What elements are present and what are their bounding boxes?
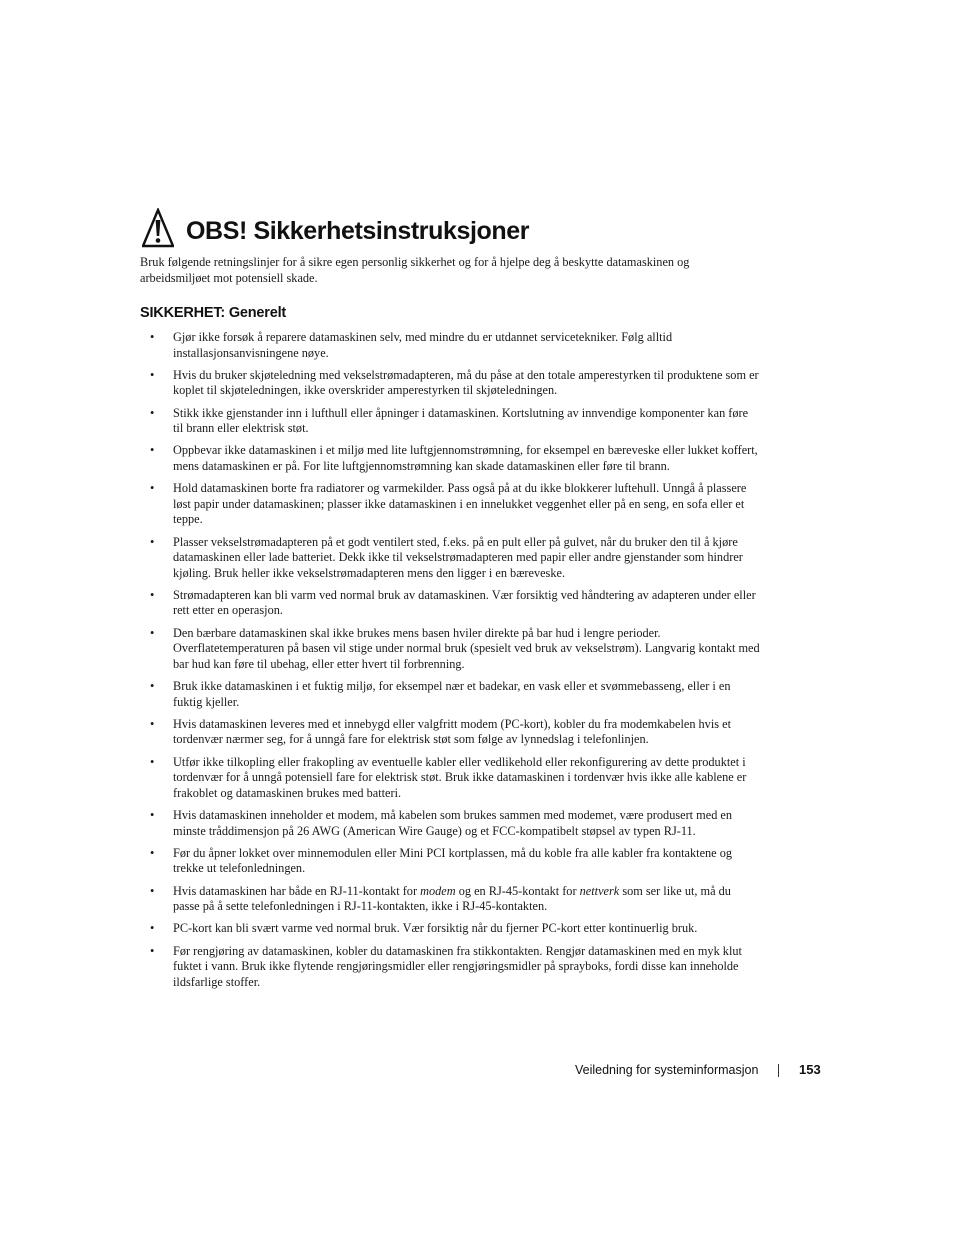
bullet-marker: • xyxy=(150,883,155,898)
list-item xyxy=(140,588,760,619)
list-item-text: Hold datamaskinen borte fra radiatorer og varmekilder. Pass også på at du ikke blokkerer luftehull. Unngå å plassere løst papir under datamaskinen; plasser ikke datamaskinen i en innelukket veggenhet eller på en seng, en sofa eller et teppe. xyxy=(173,481,747,527)
list-item-text: Plasser vekselstrømadapteren på et godt ventilert sted, f.eks. på en pult eller på gulvet, når du bruker den til å kjøre datamaskinen eller lade batteriet. Dekk ikke til vekselstrømadapteren med papir eller andre gjenstander som hindrer kjøling. Bruk heller ikke vekselstrømadapteren mens den ligger i en bæreveske. xyxy=(173,534,743,580)
bullet-marker: • xyxy=(150,845,155,860)
bullet-marker: • xyxy=(150,534,155,549)
list-item-text: Den bærbare datamaskinen skal ikke brukes mens basen hviler direkte på bar hud i lengre perioder. Overflatetemperaturen på basen vil stige under normal bruk (spesielt ved bruk av vekselstrøm). Langvarig kontakt med bar hud kan føre til ubehag, eller etter hvert til forbrenning. xyxy=(173,625,760,671)
bullet-marker: • xyxy=(150,405,155,420)
list-item-text: Stikk ikke gjenstander inn i lufthull eller åpninger i datamaskinen. Kortslutning av innvendige komponenter kan føre til brann eller elektrisk støt. xyxy=(173,405,749,436)
page-title: OBS! Sikkerhetsinstruksjoner xyxy=(186,217,530,245)
bullet-marker: • xyxy=(150,443,155,458)
bullet-marker: • xyxy=(150,921,155,936)
list-item xyxy=(140,755,760,802)
list-item-text: PC-kort kan bli svært varme ved normal bruk. Vær forsiktig når du fjerner PC-kort etter kontinuerlig bruk. xyxy=(173,921,698,936)
list-item-text: Hvis datamaskinen leveres med et innebygd eller valgfritt modem (PC-kort), kobler du fra modemkabelen hvis et tordenvær nærmer seg, for å unngå fare for elektrisk støt som følge av lynnedslag i telefonlinjen. xyxy=(173,716,731,747)
list-item xyxy=(140,944,760,991)
bullet-marker: • xyxy=(150,367,155,382)
page-number: 153 xyxy=(799,1062,821,1077)
page-footer xyxy=(572,1060,832,1080)
list-item xyxy=(140,626,760,673)
bullet-marker: • xyxy=(150,716,155,731)
page-header xyxy=(142,208,782,252)
list-item-text: Oppbevar ikke datamaskinen i et miljø med lite luftgjennomstrømning, for eksempel en bæreveske eller lukket koffert, mens datamaskinen er på. For lite luftgjennomstrømning kan skade datamaskinen eller føre til brann. xyxy=(173,443,758,473)
bullet-marker: • xyxy=(150,481,155,496)
list-item-text: Hvis datamaskinen inneholder et modem, må kabelen som brukes sammen med modemet, være produsert med en minste tråddimensjon på 26 AWG (American Wire Gauge) og et FCC-kompatibelt støpsel av typen RJ-11. xyxy=(173,807,733,838)
warning-triangle-icon xyxy=(142,208,174,248)
footer-separator xyxy=(778,1064,779,1077)
list-item xyxy=(140,406,760,437)
list-item-text: Utfør ikke tilkopling eller frakopling av eventuelle kabler eller vedlikehold eller rekonfigurering av dette produktet i tordenvær for å unngå potensiell fare for elektrisk støt. Bruk ikke datamaskinen i tordenvær hvis ikke alle kablene er frakoblet og datamaskinen brukes med batteri. xyxy=(173,754,747,800)
list-item-text: Før rengjøring av datamaskinen, kobler du datamaskinen fra stikkontakten. Rengjør datamaskinen med en myk klut fuktet i vann. Bruk ikke flytende rengjøringsmidler eller rengjøringsmidler på sprayboks, fordi disse kan inneholde ildsfarlige stoffer. xyxy=(173,943,742,989)
list-item xyxy=(140,443,760,474)
list-item-text: Før du åpner lokket over minnemodulen eller Mini PCI kortplassen, må du koble fra alle kabler fra kontaktene og trekke ut telefonledningen. xyxy=(173,845,733,876)
list-item xyxy=(140,808,760,839)
bullet-marker: • xyxy=(150,807,155,822)
bullet-marker: • xyxy=(150,330,155,344)
bullet-marker: • xyxy=(150,679,155,694)
section-heading: SIKKERHET: Generelt xyxy=(140,305,287,321)
bullet-marker: • xyxy=(150,943,155,958)
list-item-text: Gjør ikke forsøk å reparere datamaskinen selv, med mindre du er utdannet servicetekniker. Følg alltid installasjonsanvisningene nøye. xyxy=(173,330,673,360)
list-item xyxy=(140,846,760,877)
list-item xyxy=(140,535,760,582)
list-item xyxy=(140,679,760,710)
footer-document-title: Veiledning for systeminformasjon xyxy=(575,1063,759,1077)
list-item-text: Hvis du bruker skjøteledning med vekselstrømadapteren, må du påse at den totale amperestyrken til produktene som er koplet til skjøteledningen, ikke overskrider amperestyrken til skjøteledningen. xyxy=(173,367,759,398)
intro-paragraph: Bruk følgende retningslinjer for å sikre egen personlig sikkerhet og for å hjelpe deg å beskytte datamaskinen og arbeidsmiljøet mot potensiell skade. xyxy=(140,255,690,285)
bullet-marker: • xyxy=(150,587,155,602)
list-item-text: Bruk ikke datamaskinen i et fuktig miljø, for eksempel nær et badekar, en vask eller et svømmebasseng, eller i en fuktig kjeller. xyxy=(173,679,731,709)
bullet-marker: • xyxy=(150,625,155,640)
safety-instructions-list xyxy=(140,330,760,997)
list-item xyxy=(140,330,760,361)
bullet-marker: • xyxy=(150,754,155,769)
list-item-text: Hvis datamaskinen har både en RJ-11-kontakt for modem og en RJ-45-kontakt for nettverk som ser like ut, må du passe på å sette telefonledningen i RJ-11-kontakten, ikke i RJ-45-kontakten. xyxy=(173,883,731,914)
list-item-text: Strømadapteren kan bli varm ved normal bruk av datamaskinen. Vær forsiktig ved håndtering av adapteren under eller rett etter en operasjon. xyxy=(173,587,756,618)
list-item xyxy=(140,884,760,915)
list-item xyxy=(140,481,760,528)
list-item xyxy=(140,717,760,748)
list-item xyxy=(140,921,760,937)
list-item xyxy=(140,368,760,399)
